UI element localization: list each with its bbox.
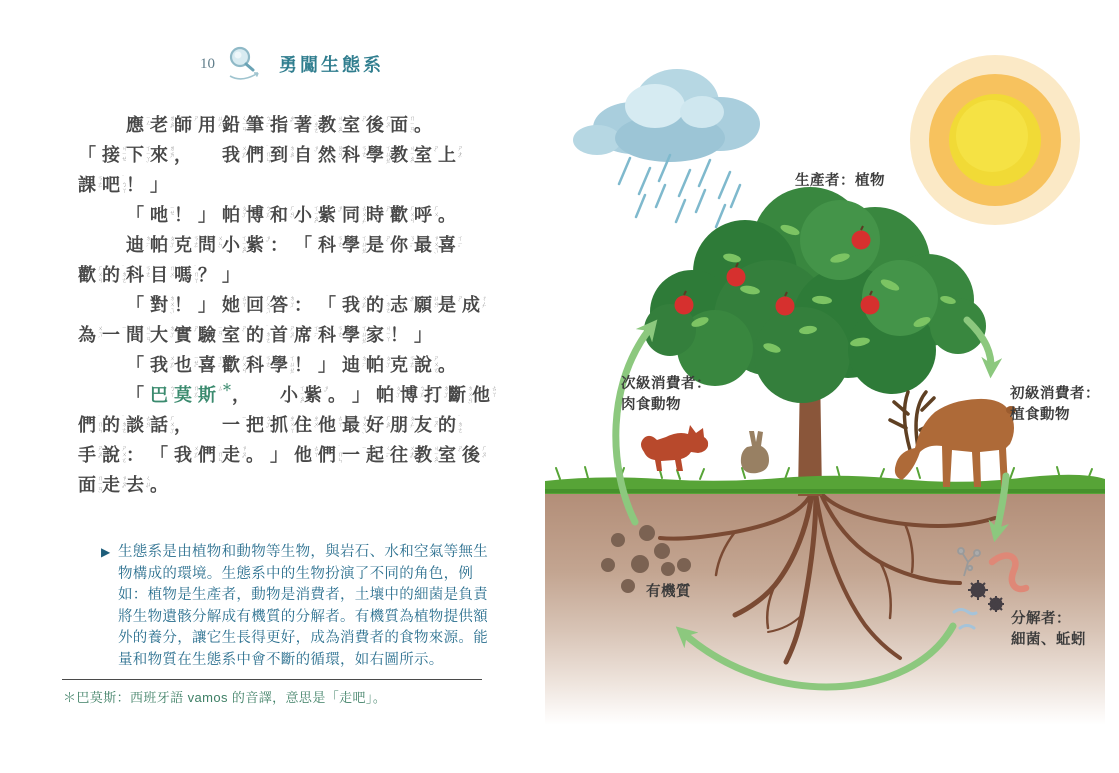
decomposer-label xyxy=(1011,609,1086,651)
decomposer-line1: 分解者： xyxy=(1011,611,1071,627)
footnote-text: ＊巴莫斯：西班牙語 vamos 的音譯，意思是「走吧」。 xyxy=(63,690,387,705)
grass xyxy=(545,467,1105,494)
sun xyxy=(910,55,1080,225)
primary-consumer-line2: 植食動物 xyxy=(1010,407,1070,423)
organic-matter-label: 有機質 xyxy=(646,584,691,600)
rain-cloud xyxy=(573,69,760,162)
deer xyxy=(890,392,1016,487)
rabbit xyxy=(741,431,769,473)
page-number: 10 xyxy=(200,55,215,72)
rain-streaks xyxy=(619,155,740,227)
triangle-bullet-icon: ▶ xyxy=(101,545,111,559)
secondary-consumer-label xyxy=(621,374,711,416)
decomposer-line2: 細菌、蚯蚓 xyxy=(1011,632,1086,648)
secondary-consumer-line2: 肉食動物 xyxy=(621,397,681,413)
producer-label: 生產者：植物 xyxy=(795,173,885,189)
fox xyxy=(641,425,708,471)
infobox-lines: 生態系是由植物和動物等生物，與岩石、水和空氣等無生 物構成的環境。生態系中的生物扮演了不同的角色，例 如：植物是生產者，動物是消費者，土壤中的細菌是負責 將生物遺骸分解成有機質的分解者。有機質為植物提供額 外的養分，讓它生長得更好，成為消費者的食物來源。能 量和物質在生態系中會不斷的循環，如右圖所示。 xyxy=(118,544,488,668)
page-header xyxy=(200,46,384,82)
story-text: 應 ㄧㄥ 老 ㄌㄠˇ 師 ㄕ 用 ㄩㄥˋ 鉛 ㄑㄧㄢ 筆 ㄅㄧˇ 指 ㄓˇ 著 ˙ㄓㄜ 教 ㄐㄧㄠˋ 室 ㄕˋ 後 ㄏㄡˋ 面 ㄇㄧㄢˋ 。 「 接 ㄐㄧㄝ 下 ㄒㄧㄚˋ 來 ㄌㄞˊ ， 我 ㄨㄛˇ 們 ˙ㄇㄣ 到 ㄉㄠˋ 自 ㄗˋ 然 ㄖㄢˊ 科 ㄎㄜ 學 ㄒㄩㄝˊ 教 ㄐㄧㄠˋ 室 ㄕˋ 上 ㄕㄤˋ 課 ㄎㄜˋ 吧 ˙ㄅㄚ ！ 」 「 吔 ㄧㄝ ！ 」 帕 ㄆㄚˋ 博 ㄅㄛˊ 和 ㄏㄢˋ 小 ㄒㄧㄠˇ 紫 ㄗˇ 同 ㄊㄨㄥˊ 時 ㄕˊ 歡 ㄏㄨㄢ 呼 ㄏㄨ 。 迪 ㄉㄧˊ 帕 ㄆㄚˋ 克 ㄎㄜˋ 問 ㄨㄣˋ 小 ㄒㄧㄠˇ 紫 ㄗˇ ： 「 科 ㄎㄜ 學 ㄒㄩㄝˊ 是 ㄕˋ 你 ㄋㄧˇ 最 ㄗㄨㄟˋ 喜 ㄒㄧˇ 歡 ㄏㄨㄢ 的 ˙ㄉㄜ 科 ㄎㄜ 目 ㄇㄨˋ 嗎 ˙ㄇㄚ ？ 」 「 對 ㄉㄨㄟˋ ！ 」 她 ㄊㄚ 回 ㄏㄨㄟˊ 答 ㄉㄚˊ ： 「 我 ㄨㄛˇ 的 ˙ㄉㄜ 志 ㄓˋ 願 ㄩㄢˋ 是 ㄕˋ 成 ㄔㄥˊ 為 ㄨㄟˊ 一 ㄧ 間 ㄐㄧㄢ 大 ㄉㄚˋ 實 ㄕˊ 驗 ㄧㄢˋ 室 ㄕˋ 的 ˙ㄉㄜ 首 ㄕㄡˇ 席 ㄒㄧˊ 科 ㄎㄜ 學 ㄒㄩㄝˊ 家 ㄐㄧㄚ ！ 」 「 我 ㄨㄛˇ 也 ㄧㄝˇ 喜 ㄒㄧˇ 歡 ㄏㄨㄢ 科 ㄎㄜ 學 ㄒㄩㄝˊ ！ 」 迪 ㄉㄧˊ 帕 ㄆㄚˋ 克 ㄎㄜˋ 說 ㄕㄨㄛ 。 「 巴 ㄅㄚ 莫 ㄇㄛˋ 斯 ㄙ ＊ ， 小 ㄒㄧㄠˇ 紫 ㄗˇ 。 」 帕 ㄆㄚˋ 博 ㄅㄛˊ 打 ㄉㄚˇ 斷 ㄉㄨㄢˋ 他 ㄊㄚ 們 ˙ㄇㄣ 的 ˙ㄉㄜ 談 ㄊㄢˊ 話 ㄏㄨㄚˋ ， 一 ㄧ 把 ㄅㄚˇ 抓 ㄓㄨㄚ 住 ㄓㄨˋ 他 ㄊㄚ 最 ㄗㄨㄟˋ 好 ㄏㄠˇ 朋 ㄆㄥˊ 友 ㄧㄡˇ 的 ˙ㄉㄜ 手 ㄕㄡˇ 說 ㄕㄨㄛ ： 「 我 ㄨㄛˇ 們 ˙ㄇㄣ 走 ㄗㄡˇ 。 」 他 ㄊㄚ 們 ˙ㄇㄣ 一 ㄧ 起 ㄑㄧˇ 往 ㄨㄤˇ 教 ㄐㄧㄠˋ 室 ㄕˋ 後 ㄏㄡˋ 面 ㄇㄧㄢˋ 走 ㄗㄡˇ 去 ㄑㄩˋ 。 xyxy=(78,115,496,498)
book-title: 勇闖生態系 xyxy=(279,55,384,75)
footnote-divider xyxy=(62,679,482,680)
primary-consumer-label xyxy=(1010,384,1100,426)
tree-crown xyxy=(644,187,986,403)
primary-consumer-line1: 初級消費者： xyxy=(1010,386,1100,402)
secondary-consumer-line1: 次級消費者： xyxy=(621,376,711,392)
ecosystem-infobox xyxy=(101,542,498,671)
magnifier-icon xyxy=(225,46,271,82)
